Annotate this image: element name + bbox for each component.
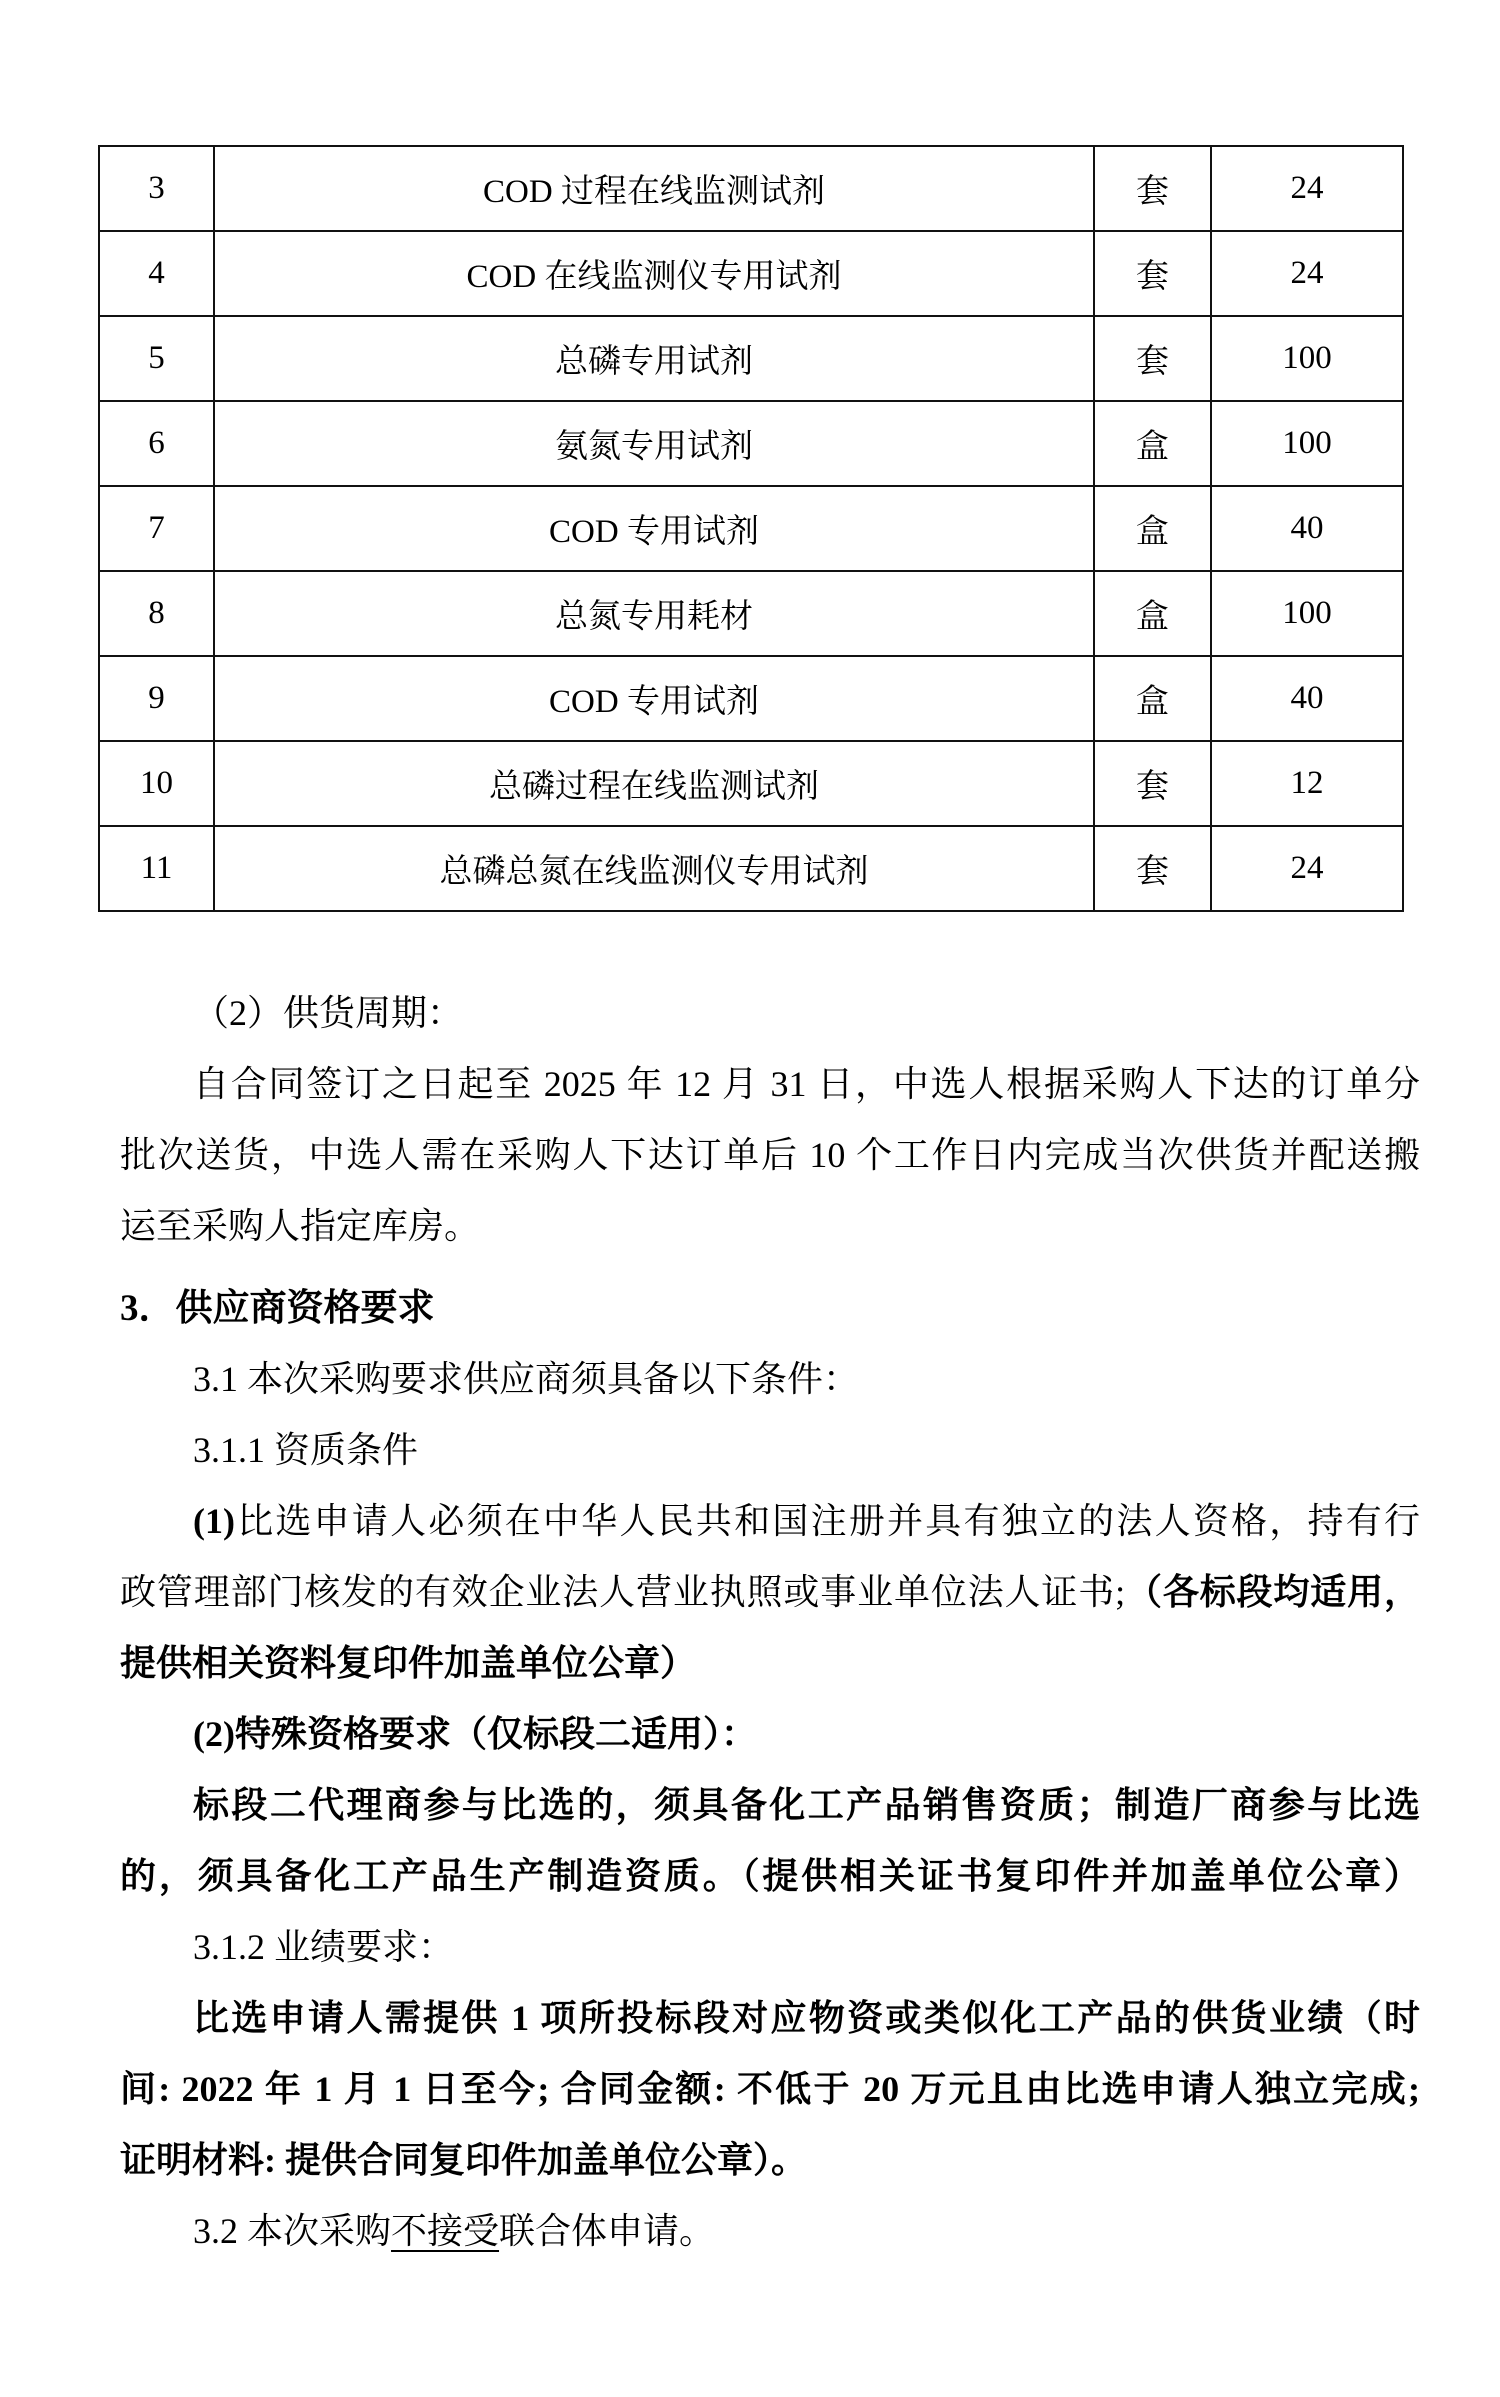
item-unit: 套 bbox=[1094, 231, 1211, 316]
item-unit: 盒 bbox=[1094, 571, 1211, 656]
item-unit: 盒 bbox=[1094, 486, 1211, 571]
item-qty: 12 bbox=[1211, 741, 1403, 826]
table-row bbox=[99, 401, 1403, 486]
item-name: 总磷总氮在线监测仪专用试剂 bbox=[214, 826, 1094, 911]
qualification-text: 政管理部门核发的有效企业法人营业执照或事业单位法人证书; bbox=[120, 1572, 1126, 1612]
note-all-lots: （各标段均适用， bbox=[1125, 1572, 1420, 1612]
qualification-line-2 bbox=[120, 1557, 1420, 1628]
special-qualification-line-1: 标段二代理商参与比选的，须具备化工产品销售资质；制造厂商参与比选 bbox=[193, 1785, 1420, 1825]
item-name: 总氮专用耗材 bbox=[214, 571, 1094, 656]
table-row bbox=[99, 741, 1403, 826]
item-name: 总磷专用试剂 bbox=[214, 316, 1094, 401]
supply-period-line-3: 运至采购人指定库房。 bbox=[120, 1206, 481, 1246]
item-name: 总磷过程在线监测试剂 bbox=[214, 741, 1094, 826]
special-qualification-heading: (2)特殊资格要求（仅标段二适用）： bbox=[193, 1714, 757, 1754]
performance-line-1: 比选申请人需提供 1 项所投标段对应物资或类似化工产品的供货业绩（时 bbox=[193, 1998, 1420, 2038]
item-1-marker: (1) bbox=[193, 1501, 235, 1541]
item-qty: 100 bbox=[1211, 401, 1403, 486]
item-index: 6 bbox=[99, 401, 214, 486]
item-index: 9 bbox=[99, 656, 214, 741]
item-unit: 套 bbox=[1094, 316, 1211, 401]
item-qty: 24 bbox=[1211, 146, 1403, 231]
item-unit: 盒 bbox=[1094, 401, 1211, 486]
item-index: 4 bbox=[99, 231, 214, 316]
performance-line-3: 证明材料: 提供合同复印件加盖单位公章）。 bbox=[120, 2140, 807, 2180]
clause-3-1-1: 3.1.1 资质条件 bbox=[193, 1430, 419, 1470]
table-row bbox=[99, 316, 1403, 401]
supply-period-line-2: 批次送货，中选人需在采购人下达订单后 10 个工作日内完成当次供货并配送搬 bbox=[120, 1135, 1420, 1175]
item-qty: 40 bbox=[1211, 486, 1403, 571]
item-index: 11 bbox=[99, 826, 214, 911]
qualification-line-3: 提供相关资料复印件加盖单位公章） bbox=[120, 1643, 697, 1683]
item-qty: 100 bbox=[1211, 316, 1403, 401]
item-unit: 套 bbox=[1094, 826, 1211, 911]
item-name: COD 专用试剂 bbox=[214, 486, 1094, 571]
performance-line-2: 间: 2022 年 1 月 1 日至今; 合同金额: 不低于 20 万元且由比选申请人独立完成; bbox=[120, 2069, 1420, 2109]
items-table bbox=[98, 145, 1404, 912]
item-name: COD 专用试剂 bbox=[214, 656, 1094, 741]
item-index: 3 bbox=[99, 146, 214, 231]
table-row bbox=[99, 826, 1403, 911]
supply-period-label: （2）供货周期： bbox=[193, 993, 464, 1033]
body-text bbox=[120, 978, 1420, 2267]
clause-3-1-2: 3.1.2 业绩要求： bbox=[193, 1927, 455, 1967]
item-index: 5 bbox=[99, 316, 214, 401]
item-name: COD 过程在线监测试剂 bbox=[214, 146, 1094, 231]
table-row bbox=[99, 231, 1403, 316]
section-3-heading: 3．供应商资格要求 bbox=[120, 1288, 435, 1329]
clause-3-1: 3.1 本次采购要求供应商须具备以下条件： bbox=[193, 1359, 860, 1399]
qualification-line-1 bbox=[120, 1486, 1420, 1557]
clause-3-2-prefix: 3.2 本次采购 bbox=[193, 2211, 392, 2251]
item-index: 8 bbox=[99, 571, 214, 656]
item-qty: 24 bbox=[1211, 826, 1403, 911]
clause-3-2-suffix: 联合体申请。 bbox=[499, 2211, 716, 2251]
clause-3-2 bbox=[120, 2196, 1420, 2267]
table-row bbox=[99, 656, 1403, 741]
table-row bbox=[99, 486, 1403, 571]
item-qty: 100 bbox=[1211, 571, 1403, 656]
not-accept-underlined: 不接受 bbox=[391, 2211, 500, 2251]
item-index: 10 bbox=[99, 741, 214, 826]
item-qty: 24 bbox=[1211, 231, 1403, 316]
item-name: 氨氮专用试剂 bbox=[214, 401, 1094, 486]
item-qty: 40 bbox=[1211, 656, 1403, 741]
item-name: COD 在线监测仪专用试剂 bbox=[214, 231, 1094, 316]
table-row bbox=[99, 571, 1403, 656]
special-qualification-line-2: 的，须具备化工产品生产制造资质。（提供相关证书复印件并加盖单位公章） bbox=[120, 1856, 1420, 1896]
table-row bbox=[99, 146, 1403, 231]
item-unit: 套 bbox=[1094, 146, 1211, 231]
item-unit: 盒 bbox=[1094, 656, 1211, 741]
item-index: 7 bbox=[99, 486, 214, 571]
supply-period-line-1: 自合同签订之日起至 2025 年 12 月 31 日，中选人根据采购人下达的订单分 bbox=[193, 1064, 1420, 1104]
qualification-text: 比选申请人必须在中华人民共和国注册并具有独立的法人资格，持有行 bbox=[234, 1501, 1420, 1541]
item-unit: 套 bbox=[1094, 741, 1211, 826]
